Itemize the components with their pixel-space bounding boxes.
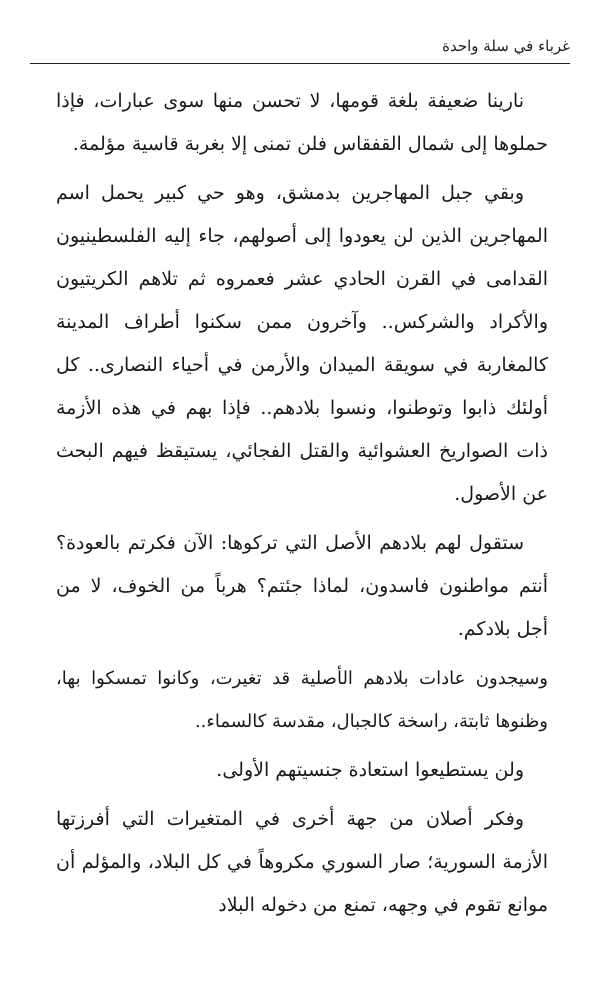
running-header [30, 33, 570, 64]
page-body [56, 80, 548, 933]
paragraph: ولن يستطيعوا استعادة جنسيتهم الأولى. [216, 759, 524, 781]
book-title-running-head: غرباء في سلة واحدة [442, 37, 570, 55]
paragraph: نارينا ضعيفة بلغة قومها، لا تحسن منها سوى عبارات، فإذا حملوها إلى شمال القفقاس فلن تمنى إلا بغربة قاسية مؤلمة. [56, 90, 548, 155]
paragraph: ستقول لهم بلادهم الأصل التي تركوها: الآن فكرتم بالعودة؟ أنتم مواطنون فاسدون، لماذا جئتم؟ هرباً من الخوف، لا من أجل بلادكم. [56, 532, 548, 640]
paragraph: وفكر أصلان من جهة أخرى في المتغيرات التي أفرزتها الأزمة السورية؛ صار السوري مكروهاً في كل البلاد، والمؤلم أن موانع تقوم في وجهه، تمنع من دخوله البلاد [56, 808, 548, 916]
paragraph: وسيجدون عادات بلادهم الأصلية قد تغيرت، وكانوا تمسكوا بها، وظنوها ثابتة، راسخة كالجبال، مقدسة كالسماء.. [56, 668, 548, 732]
paragraph: وبقي جبل المهاجرين بدمشق، وهو حي كبير يحمل اسم المهاجرين الذين لن يعودوا إلى أصولهم، جاء إليه الفلسطينيون القدامى في القرن الحادي عشر فعمروه ثم تلاهم الكريتيون والأكراد والشركس.. وآخرون ممن سكنوا أطراف المدينة كالمغاربة في سويقة الميدان والأرمن في أحياء النصارى.. كل أولئك ذابوا وتوطنوا، ونسوا بلادهم.. فإذا بهم في هذه الأزمة ذات الصواريخ العشوائية والقتل الفجائي، يستيقظ فيهم البحث عن الأصول. [56, 182, 548, 505]
